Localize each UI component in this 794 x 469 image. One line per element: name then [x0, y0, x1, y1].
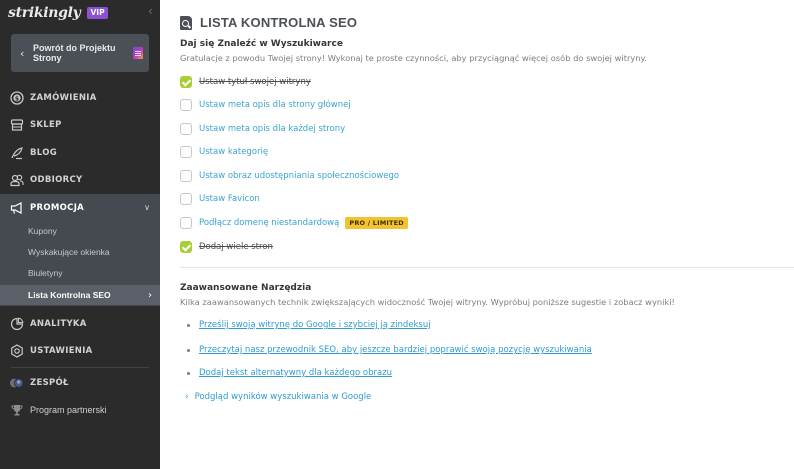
- checkbox[interactable]: [180, 146, 192, 158]
- bullet-icon: [187, 324, 190, 327]
- checklist-item-label[interactable]: Dodaj wiele stron: [199, 242, 273, 252]
- seo-guide-link[interactable]: Przeczytaj nasz przewodnik SEO, aby jeszcze bardziej poprawić swoją pozycję wyszukiwania: [199, 345, 592, 355]
- brand: [8, 3, 108, 23]
- tool-list-item: [187, 318, 431, 332]
- quill-icon: [10, 146, 24, 160]
- checklist-item[interactable]: [180, 216, 408, 230]
- pro-limited-badge: PRO / LIMITED: [345, 217, 408, 229]
- trophy-icon: [10, 403, 24, 417]
- users-icon: [10, 173, 24, 187]
- checklist-item-label[interactable]: Ustaw Favicon: [199, 194, 260, 204]
- dollar-circle-icon: [10, 91, 24, 105]
- chevron-right-icon: ›: [148, 289, 152, 301]
- sidebar-item-settings[interactable]: [0, 337, 160, 364]
- bullet-icon: [187, 372, 190, 375]
- checklist-item-label[interactable]: Podłącz domenę niestandardową: [199, 218, 340, 228]
- google-preview-label: Podgląd wyników wyszukiwania w Google: [194, 392, 372, 402]
- checklist-item-label[interactable]: Ustaw obraz udostępniania społecznościowego: [199, 171, 400, 181]
- sidebar-subitem-label: Biuletyny: [28, 268, 63, 278]
- sidebar-subitem-label: Kupony: [28, 226, 57, 236]
- sidebar-item-label: ANALITYKA: [30, 318, 87, 329]
- sidebar-item-label: BLOG: [30, 147, 57, 158]
- tool-list-item: [187, 366, 392, 380]
- checklist-item[interactable]: [180, 192, 260, 206]
- gear-icon: [10, 344, 24, 358]
- sidebar-item-team[interactable]: [0, 369, 160, 396]
- alt-text-link[interactable]: Dodaj tekst alternatywny dla każdego obrazu: [199, 368, 393, 378]
- sidebar-subitem-label: Wyskakujące okienka: [28, 247, 110, 257]
- megaphone-icon: [10, 201, 24, 215]
- chevron-left-icon: ‹: [20, 46, 25, 60]
- checkbox[interactable]: [180, 170, 192, 182]
- checklist-item[interactable]: [180, 145, 268, 159]
- checklist-item-label[interactable]: Ustaw meta opis dla każdej strony: [199, 124, 346, 134]
- sidebar-item-label: PROMOCJA: [30, 202, 85, 213]
- vip-badge: VIP: [87, 7, 107, 19]
- page-header: [180, 15, 357, 30]
- checkbox[interactable]: [180, 123, 192, 135]
- section-findable-desc: Gratulacje z powodu Twojej strony! Wykonaj te proste czynności, aby przyciągnąć więcej osób do swojej witryny.: [180, 53, 647, 63]
- sidebar-item-analytics[interactable]: [0, 310, 160, 337]
- section-advanced-desc: Kilka zaawansowanych technik zwiększających widoczność Twojej witryny. Wypróbuj poniższe sugestie i zobacz wyniki!: [180, 297, 675, 307]
- checkbox[interactable]: [180, 99, 192, 111]
- seo-search-icon: [180, 16, 192, 30]
- back-to-project-button[interactable]: [11, 34, 149, 72]
- sidebar-subitem-newsletters[interactable]: [0, 263, 160, 283]
- checklist-item[interactable]: [180, 169, 399, 183]
- strikingly-logo[interactable]: strikingly: [8, 5, 81, 21]
- chevron-left-icon[interactable]: ‹: [148, 4, 153, 18]
- tool-list-item: [187, 343, 592, 357]
- sidebar-item-label: USTAWIENIA: [30, 345, 93, 356]
- checkbox-checked[interactable]: [180, 241, 192, 253]
- sidebar-subitem-coupons[interactable]: [0, 221, 160, 241]
- sidebar-item-label: ZESPÓŁ: [30, 377, 69, 388]
- checklist-item-label[interactable]: Ustaw meta opis dla strony głównej: [199, 100, 351, 110]
- checklist-item[interactable]: [180, 240, 273, 254]
- chevron-right-icon: ›: [185, 392, 189, 402]
- checkbox[interactable]: [180, 217, 192, 229]
- store-icon: [10, 118, 24, 132]
- sidebar-item-store[interactable]: [0, 111, 160, 138]
- sidebar-item-partner-program[interactable]: [0, 396, 160, 423]
- sidebar-item-promotion[interactable]: [0, 194, 160, 221]
- checklist-item-label[interactable]: Ustaw tytuł swojej witryny: [199, 77, 311, 87]
- page-icon: [133, 47, 143, 59]
- team-avatars-icon: [10, 376, 24, 390]
- sidebar-subitem-label: Lista Kontrolna SEO: [28, 290, 111, 300]
- sidebar-item-label: ODBIORCY: [30, 174, 83, 185]
- section-divider: [180, 267, 794, 268]
- sidebar-subitem-seo-checklist[interactable]: [0, 285, 160, 305]
- pie-chart-icon: [10, 317, 24, 331]
- sidebar-item-label: ZAMÓWIENIA: [30, 92, 97, 103]
- sidebar-item-label: SKLEP: [30, 119, 62, 130]
- submit-to-google-link[interactable]: Prześlij swoją witrynę do Google i szybciej ją zindeksuj: [199, 320, 431, 330]
- checklist-item[interactable]: [180, 122, 345, 136]
- checkbox[interactable]: [180, 193, 192, 205]
- sidebar-item-audience[interactable]: [0, 166, 160, 193]
- checklist-item-label[interactable]: Ustaw kategorię: [199, 147, 269, 157]
- section-advanced-title: Zaawansowane Narzędzia: [180, 283, 312, 293]
- section-findable-title: Daj się Znaleźć w Wyszukiwarce: [180, 39, 343, 49]
- sidebar-item-blog[interactable]: [0, 139, 160, 166]
- google-preview-toggle[interactable]: [185, 390, 371, 404]
- sidebar-item-orders[interactable]: [0, 84, 160, 111]
- sidebar: [0, 0, 160, 469]
- sidebar-subitem-popups[interactable]: [0, 242, 160, 262]
- checkbox-checked[interactable]: [180, 76, 192, 88]
- svg-text:$: $: [14, 94, 20, 102]
- checklist-item[interactable]: [180, 75, 311, 89]
- page-title: LISTA KONTROLNA SEO: [200, 15, 358, 30]
- chevron-down-icon: ∨: [144, 203, 150, 212]
- sidebar-item-label: Program partnerski: [30, 404, 107, 415]
- checklist-item[interactable]: [180, 98, 351, 112]
- sidebar-divider: [11, 367, 149, 368]
- back-button-label: Powrót do Projektu Strony: [33, 43, 116, 63]
- bullet-icon: [187, 349, 190, 352]
- main-content: [160, 0, 794, 469]
